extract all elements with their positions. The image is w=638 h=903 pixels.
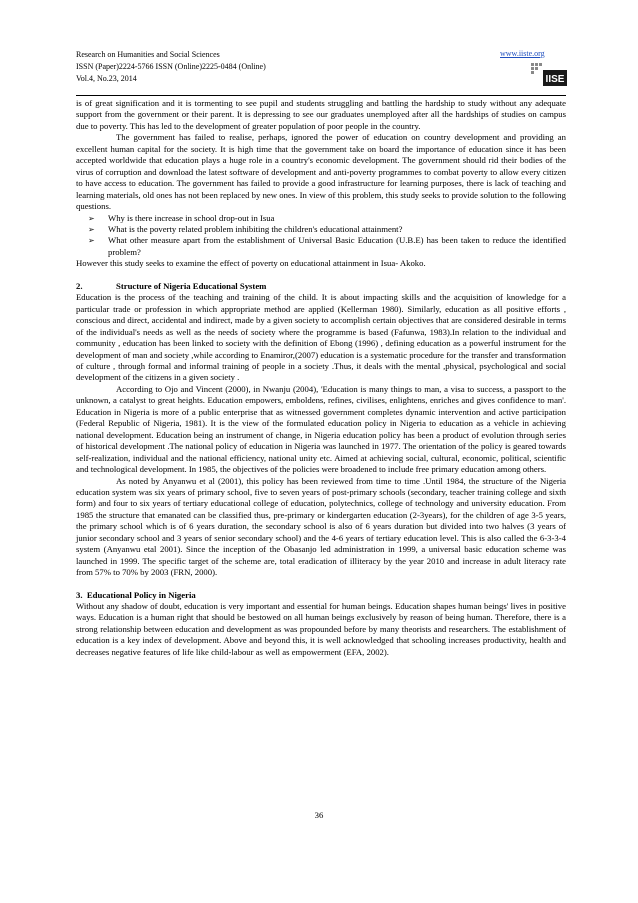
section-heading: 2. Structure of Nigeria Educational System [76,280,267,291]
journal-url-link[interactable]: www.iiste.org [500,49,545,58]
article-body [76,98,566,658]
arrow-bullet-icon: ➢ [88,236,95,246]
paragraph: Education is the process of the teaching and training of the child. It is about impacting skills and the acquisition of knowledge for a particular trade or profession in which appropriate method are applied (Kellerman 1980). Similarly, education as all positive efforts , conscious and direct, accidental and indirect, made by a given society to accomplish certain objectives that are considered desirable in terms of the individual's needs as well as the needs of society where the programme is based (Fafunwa, 1983).In relation to the individual and community , education has been linked to society with the definition of Ebong (1996) , defining education as a powerful instrument for the development of man and society ,while according to Enamiror,(2007) education is a systematic procedure for the transfer and transformation of culture , through formal and informal training of people in a society .Thus, it deals with the mental ,physical, psychological and social development of the citizens in a given society . [76,292,566,383]
arrow-bullet-icon: ➢ [88,213,95,223]
question-item: ➢ What is the poverty related problem inhibiting the children's educational attainment? [88,223,403,234]
paragraph: is of great signification and it is tormenting to see pupil and students struggling and battling the hardship to study without any adequate support from the government or their parent. It is depressing to see our graduates unemployed after all the hardships of studies on campus due to poverty. This has led to the development of greater population of poor people in the country. [76,98,566,131]
journal-name: Research on Humanities and Social Sciences [76,50,220,59]
section-heading: 3. Educational Policy in Nigeria [76,589,196,600]
page-number: 36 [314,810,324,820]
volume-line: Vol.4, No.23, 2014 [76,74,137,83]
arrow-bullet-icon: ➢ [88,224,95,234]
paragraph: According to Ojo and Vincent (2000), in Nwanju (2004), 'Education is many things to man, a visa to success, a passport to the unknown, a catalyst to great heights. Education empowers, emboldens, refines, civilises, enlightens, enriches and gives confidence to man'. Education in Nigeria is more of a public enterprise that as witnessed government completes dynamic intervention and active participation (Federal Republic of Nigeria, 1981). It is the view of the formulated education policy in Nigeria to education as a vehicle in achieving national development. Education being an instrument of change, in Nigeria education policy has been a product of evolution through series of historical development .The national policy of education in Nigeria was launched in 1977. The orientation of the policy is geared towards self-realization, individual and the national efficiency, national unity etc. Aimed at achieving social, cultural, economic, political, scientific and technological development. In 1985, the objectives of the policies were broadened to include free primary education among others. [76,383,566,475]
iiste-logo [529,62,569,88]
header-rule [76,95,566,96]
logo-text: IISE [545,74,565,85]
issn-line: ISSN (Paper)2224-5766 ISSN (Online)2225-0484 (Online) [76,62,266,71]
question-item: ➢ What other measure apart from the establishment of Universal Basic Education (U.B.E) has been taken to reduce the identified problem? [88,235,566,257]
paragraph: Without any shadow of doubt, education is very important and essential for human beings. Education shapes human beings' lives in positive ways. Education is a human right that should be bestowed on all human beings exclusively by reason of being human. Therefore, there is a strong relationship between education and development as was propounded before by many theorists and researchers. The establishment of education is a key index of development. Above and beyond this, it is well acknowledged that schooling increases productivity, health and decreases negative features of life like child-labour as well as empowerment (EFA, 2002). [76,601,566,657]
paragraph: As noted by Anyanwu et al (2001), this policy has been reviewed from time to time .Until 1984, the structure of the Nigeria education system was six years of primary school, five to seven years of post-primary schools (secondary, teacher training college and sixth form) and four to six years of tertiary educational college of education, polytechnics, college of technology and university education. From 1985 the structure that emanated can be classified thus, pre-primary or kindergarten education (2-3years), for the children of age 3-5 years, the primary school which is of 6 years duration, the secondary school is also of 6 years duration but divided into two halves (3 years of junior secondary school and 3 years of senior secondary school) and the 4-6 years of tertiary education level. This is also called the 6-3-3-4 system (Anyanwu etal 2001). Since the inception of the Obasanjo led administration in 1999, a universal basic education scheme was launched in 1999. The specific target of the scheme are, total eradication of illiteracy by the year 2010 and increase in adult literacy rate from 57% to 70% by 2003 (FRN, 2000). [76,475,566,578]
paragraph: The government has failed to realise, perhaps, ignored the power of education on country development and providing an excellent human capital for the society. It is high time that the government take on board the importance of education since it has been accepted worldwide that education plays a huge role in a country's economic development. The government should rid their bodies of the virus of corruption and download the latest software of development and anti-poverty programmes to combat poverty to allow every citizen to have access to education. The government has failed to provide a good infrastructure for learning purposes, there is lack of teaching and learning materials, old ones has not been replaced by new ones. In view of this problem, this study seeks to provide solution to the following questions. [76,132,566,212]
paragraph: However this study seeks to examine the effect of poverty on educational attainment in Isua- Akoko. [76,258,426,269]
question-item: ➢ Why is there increase in school drop-out in Isua [88,212,275,223]
